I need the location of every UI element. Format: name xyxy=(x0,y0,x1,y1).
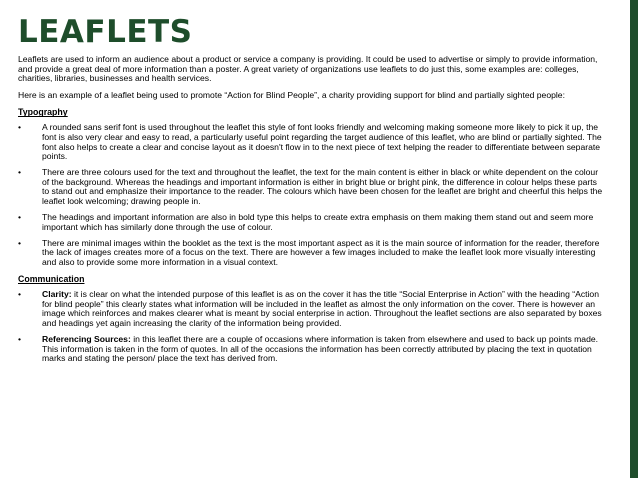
bullet-icon: • xyxy=(18,289,22,300)
typography-heading: Typography xyxy=(18,107,68,118)
slide-content xyxy=(18,12,606,370)
intro-paragraph-1: Leaflets are used to inform an audience about a product or service a company is providing. It could be used to advertise or simply to provide information, and provide a great deal of more information than a poster. A great variety of organizations use leaflets to do just this, some examples are: colleges, charities, libraries, businesses and health services. xyxy=(18,54,598,84)
bullet-label: Referencing Sources: xyxy=(42,333,131,344)
bullet-body: it is clear on what the intended purpose of this leaflet is as on the cover it has the title “Social Enterprise in Action” with the heading “Action for blind people” this clearly states what information will be included in the leaflet as almost the only information on the cover. There is however an image which reinforces and makes clearer what is meant by social enterprise in action. Throughout the leaflet sections are also separated by boxes and headings yet again increasing the clarity of the information being provided. xyxy=(42,289,602,328)
bullet-text xyxy=(42,335,606,364)
communication-bullet-clarity xyxy=(18,290,606,328)
bullet-icon: • xyxy=(18,237,22,248)
page-title: LEAFLETS xyxy=(18,14,193,50)
bullet-icon: • xyxy=(18,212,22,223)
bullet-text: The headings and important information are also in bold type this helps to create extra emphasis on them making them stand out and seem more important which has similarly done through the use of colour. xyxy=(42,212,594,232)
bullet-icon: • xyxy=(18,167,22,178)
communication-heading: Communication xyxy=(18,274,85,285)
bullet-icon: • xyxy=(18,122,22,133)
typography-bullet-4 xyxy=(18,239,606,268)
bullet-body: in this leaflet there are a couple of occasions where information is taken from elsewhere and used to back up points made. This information is taken in the form of quotes. In all of the occasions the information has been correctly attributed by placing the text in quotation marks and stating the person/ place the text has derived from. xyxy=(42,333,599,364)
bullet-label: Clarity: xyxy=(42,289,72,300)
typography-bullet-2 xyxy=(18,168,606,206)
bullet-text: There are three colours used for the text and throughout the leaflet, the text for the main content is either in black or white dependent on the colour of the background. Whereas the headings and important information is either in bright blue or bright pink, the difference in colour helps these parts to stand out and emphasize their importance to the reader. The colours which have been chosen for the leaflet are bright and cheerful this helps the leaflet look welcoming; drawing people in. xyxy=(42,167,603,207)
intro-paragraph-2: Here is an example of a leaflet being used to promote “Action for Blind People”, a charity providing support for blind and partially sighted people: xyxy=(18,89,565,100)
bullet-text: A rounded sans serif font is used throughout the leaflet this style of font looks friendly and welcoming making someone more likely to pick it up, the font is also very clear and easy to read, a particularly useful point regarding the target audience of this leaflet, who are blind or partially sighted. The font also helps to create a clear and concise layout as it doesn't flow in to the next piece of text helping the reader to differentiate between separate points. xyxy=(42,122,602,162)
accent-bar xyxy=(630,0,638,478)
bullet-text xyxy=(42,290,606,328)
typography-bullet-1 xyxy=(18,123,606,161)
typography-bullet-3 xyxy=(18,213,606,232)
communication-bullet-referencing xyxy=(18,335,606,364)
bullet-text: There are minimal images within the booklet as the text is the most important aspect as it is the main source of information for the reader, therefore the lack of images creates more of a focus on the text. There are however a few images included to make the leaflet look more visually interesting and also to provide some more information in a visual context. xyxy=(42,237,600,267)
bullet-icon: • xyxy=(18,333,22,344)
